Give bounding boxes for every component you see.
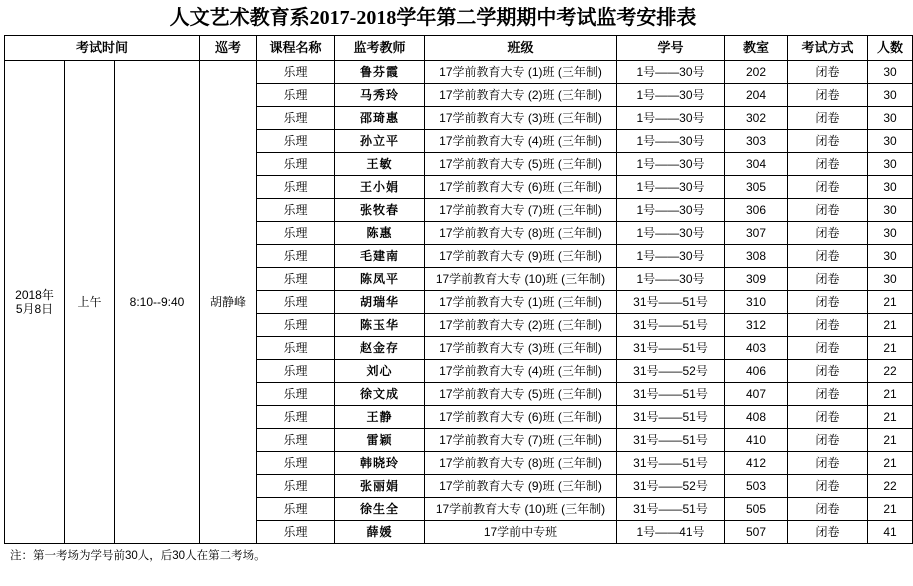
room-cell: 302	[725, 107, 788, 130]
course-cell: 乐理	[257, 291, 335, 314]
room-cell: 308	[725, 245, 788, 268]
exam-mode-cell: 闭卷	[788, 199, 868, 222]
exam-schedule-table	[4, 35, 913, 544]
student-count-cell: 30	[868, 176, 913, 199]
student-id-cell: 1号——30号	[617, 153, 725, 176]
exam-mode-cell: 闭卷	[788, 268, 868, 291]
student-count-cell: 21	[868, 337, 913, 360]
student-id-cell: 1号——30号	[617, 245, 725, 268]
student-id-cell: 1号——30号	[617, 222, 725, 245]
course-cell: 乐理	[257, 360, 335, 383]
exam-date-cell	[5, 61, 65, 544]
class-cell: 17学前教育大专 (10)班 (三年制)	[425, 498, 617, 521]
course-cell: 乐理	[257, 199, 335, 222]
student-count-cell: 21	[868, 429, 913, 452]
student-count-cell: 21	[868, 406, 913, 429]
column-header-student-id: 学号	[617, 36, 725, 61]
invigilator-cell: 王静	[335, 406, 425, 429]
student-count-cell: 21	[868, 383, 913, 406]
exam-ampm-cell: 上午	[65, 61, 115, 544]
class-cell: 17学前教育大专 (1)班 (三年制)	[425, 61, 617, 84]
student-count-cell: 30	[868, 268, 913, 291]
course-cell: 乐理	[257, 222, 335, 245]
exam-mode-cell: 闭卷	[788, 429, 868, 452]
class-cell: 17学前教育大专 (7)班 (三年制)	[425, 199, 617, 222]
room-cell: 305	[725, 176, 788, 199]
class-cell: 17学前教育大专 (9)班 (三年制)	[425, 245, 617, 268]
course-cell: 乐理	[257, 452, 335, 475]
course-cell: 乐理	[257, 130, 335, 153]
class-cell: 17学前中专班	[425, 521, 617, 544]
student-count-cell: 22	[868, 360, 913, 383]
class-cell: 17学前教育大专 (7)班 (三年制)	[425, 429, 617, 452]
table-row	[5, 61, 913, 84]
course-cell: 乐理	[257, 268, 335, 291]
column-header-mode: 考试方式	[788, 36, 868, 61]
student-id-cell: 31号——51号	[617, 406, 725, 429]
student-count-cell: 30	[868, 222, 913, 245]
student-id-cell: 1号——30号	[617, 107, 725, 130]
student-id-cell: 31号——51号	[617, 452, 725, 475]
course-cell: 乐理	[257, 245, 335, 268]
course-cell: 乐理	[257, 61, 335, 84]
exam-mode-cell: 闭卷	[788, 452, 868, 475]
class-cell: 17学前教育大专 (3)班 (三年制)	[425, 337, 617, 360]
room-cell: 310	[725, 291, 788, 314]
class-cell: 17学前教育大专 (4)班 (三年制)	[425, 360, 617, 383]
exam-mode-cell: 闭卷	[788, 291, 868, 314]
column-header-room: 教室	[725, 36, 788, 61]
invigilator-cell: 薛媛	[335, 521, 425, 544]
student-count-cell: 22	[868, 475, 913, 498]
exam-mode-cell: 闭卷	[788, 406, 868, 429]
student-id-cell: 1号——30号	[617, 268, 725, 291]
footnote: 注：第一考场为学号前30人，后30人在第二考场。	[10, 550, 266, 562]
column-header-count: 人数	[868, 36, 913, 61]
course-cell: 乐理	[257, 521, 335, 544]
student-id-cell: 31号——51号	[617, 291, 725, 314]
table-header-row	[5, 36, 913, 61]
class-cell: 17学前教育大专 (5)班 (三年制)	[425, 153, 617, 176]
invigilator-cell: 徐生全	[335, 498, 425, 521]
exam-date-line1: 2018年	[15, 288, 54, 302]
exam-mode-cell: 闭卷	[788, 314, 868, 337]
exam-mode-cell: 闭卷	[788, 360, 868, 383]
room-cell: 505	[725, 498, 788, 521]
exam-mode-cell: 闭卷	[788, 475, 868, 498]
student-count-cell: 30	[868, 199, 913, 222]
exam-mode-cell: 闭卷	[788, 521, 868, 544]
invigilator-cell: 刘心	[335, 360, 425, 383]
exam-mode-cell: 闭卷	[788, 176, 868, 199]
room-cell: 307	[725, 222, 788, 245]
exam-mode-cell: 闭卷	[788, 383, 868, 406]
patrol-cell: 胡静峰	[200, 61, 257, 544]
student-id-cell: 1号——30号	[617, 130, 725, 153]
exam-mode-cell: 闭卷	[788, 61, 868, 84]
student-id-cell: 31号——51号	[617, 337, 725, 360]
student-count-cell: 41	[868, 521, 913, 544]
room-cell: 304	[725, 153, 788, 176]
course-cell: 乐理	[257, 107, 335, 130]
room-cell: 407	[725, 383, 788, 406]
student-count-cell: 30	[868, 130, 913, 153]
room-cell: 403	[725, 337, 788, 360]
course-cell: 乐理	[257, 337, 335, 360]
invigilator-cell: 陈凤平	[335, 268, 425, 291]
course-cell: 乐理	[257, 406, 335, 429]
room-cell: 408	[725, 406, 788, 429]
student-count-cell: 30	[868, 107, 913, 130]
student-id-cell: 31号——52号	[617, 360, 725, 383]
student-count-cell: 30	[868, 153, 913, 176]
course-cell: 乐理	[257, 475, 335, 498]
column-header-patrol: 巡考	[200, 36, 257, 61]
invigilator-cell: 王小娟	[335, 176, 425, 199]
class-cell: 17学前教育大专 (10)班 (三年制)	[425, 268, 617, 291]
invigilator-cell: 邵琦惠	[335, 107, 425, 130]
room-cell: 204	[725, 84, 788, 107]
invigilator-cell: 毛建南	[335, 245, 425, 268]
course-cell: 乐理	[257, 429, 335, 452]
invigilator-cell: 马秀玲	[335, 84, 425, 107]
class-cell: 17学前教育大专 (4)班 (三年制)	[425, 130, 617, 153]
page-title: 人文艺术教育系2017-2018学年第二学期期中考试监考安排表	[169, 7, 697, 29]
student-count-cell: 21	[868, 452, 913, 475]
student-count-cell: 30	[868, 84, 913, 107]
table-header	[5, 36, 913, 61]
student-id-cell: 1号——30号	[617, 61, 725, 84]
student-id-cell: 31号——52号	[617, 475, 725, 498]
class-cell: 17学前教育大专 (9)班 (三年制)	[425, 475, 617, 498]
course-cell: 乐理	[257, 153, 335, 176]
invigilator-cell: 胡瑞华	[335, 291, 425, 314]
course-cell: 乐理	[257, 383, 335, 406]
room-cell: 202	[725, 61, 788, 84]
invigilator-cell: 赵金存	[335, 337, 425, 360]
table-body	[5, 61, 913, 544]
column-header-exam-time: 考试时间	[5, 36, 200, 61]
student-id-cell: 1号——30号	[617, 199, 725, 222]
invigilator-cell: 鲁芬霞	[335, 61, 425, 84]
column-header-invigilator: 监考教师	[335, 36, 425, 61]
exam-mode-cell: 闭卷	[788, 153, 868, 176]
exam-mode-cell: 闭卷	[788, 245, 868, 268]
course-cell: 乐理	[257, 498, 335, 521]
student-id-cell: 1号——30号	[617, 176, 725, 199]
exam-mode-cell: 闭卷	[788, 130, 868, 153]
invigilator-cell: 张牧春	[335, 199, 425, 222]
room-cell: 406	[725, 360, 788, 383]
column-header-course: 课程名称	[257, 36, 335, 61]
room-cell: 312	[725, 314, 788, 337]
room-cell: 410	[725, 429, 788, 452]
room-cell: 303	[725, 130, 788, 153]
student-id-cell: 31号——51号	[617, 498, 725, 521]
course-cell: 乐理	[257, 176, 335, 199]
class-cell: 17学前教育大专 (2)班 (三年制)	[425, 84, 617, 107]
exam-mode-cell: 闭卷	[788, 84, 868, 107]
column-header-class: 班级	[425, 36, 617, 61]
exam-mode-cell: 闭卷	[788, 498, 868, 521]
room-cell: 412	[725, 452, 788, 475]
invigilator-cell: 陈玉华	[335, 314, 425, 337]
class-cell: 17学前教育大专 (6)班 (三年制)	[425, 176, 617, 199]
exam-mode-cell: 闭卷	[788, 107, 868, 130]
student-id-cell: 31号——51号	[617, 429, 725, 452]
student-count-cell: 21	[868, 291, 913, 314]
invigilator-cell: 徐文成	[335, 383, 425, 406]
student-id-cell: 31号——51号	[617, 383, 725, 406]
room-cell: 503	[725, 475, 788, 498]
invigilator-cell: 张丽娟	[335, 475, 425, 498]
course-cell: 乐理	[257, 314, 335, 337]
student-id-cell: 1号——41号	[617, 521, 725, 544]
invigilator-cell: 孙立平	[335, 130, 425, 153]
room-cell: 309	[725, 268, 788, 291]
invigilator-cell: 王敏	[335, 153, 425, 176]
exam-time-cell: 8:10--9:40	[115, 61, 200, 544]
student-id-cell: 31号——51号	[617, 314, 725, 337]
student-count-cell: 30	[868, 61, 913, 84]
student-count-cell: 21	[868, 498, 913, 521]
exam-mode-cell: 闭卷	[788, 222, 868, 245]
course-cell: 乐理	[257, 84, 335, 107]
student-count-cell: 21	[868, 314, 913, 337]
student-id-cell: 1号——30号	[617, 84, 725, 107]
room-cell: 507	[725, 521, 788, 544]
exam-date-line2: 5月8日	[15, 302, 54, 316]
room-cell: 306	[725, 199, 788, 222]
class-cell: 17学前教育大专 (5)班 (三年制)	[425, 383, 617, 406]
invigilator-cell: 韩晓玲	[335, 452, 425, 475]
class-cell: 17学前教育大专 (3)班 (三年制)	[425, 107, 617, 130]
class-cell: 17学前教育大专 (2)班 (三年制)	[425, 314, 617, 337]
student-count-cell: 30	[868, 245, 913, 268]
invigilator-cell: 陈惠	[335, 222, 425, 245]
invigilator-cell: 雷颖	[335, 429, 425, 452]
class-cell: 17学前教育大专 (8)班 (三年制)	[425, 222, 617, 245]
exam-mode-cell: 闭卷	[788, 337, 868, 360]
class-cell: 17学前教育大专 (1)班 (三年制)	[425, 291, 617, 314]
class-cell: 17学前教育大专 (6)班 (三年制)	[425, 406, 617, 429]
class-cell: 17学前教育大专 (8)班 (三年制)	[425, 452, 617, 475]
